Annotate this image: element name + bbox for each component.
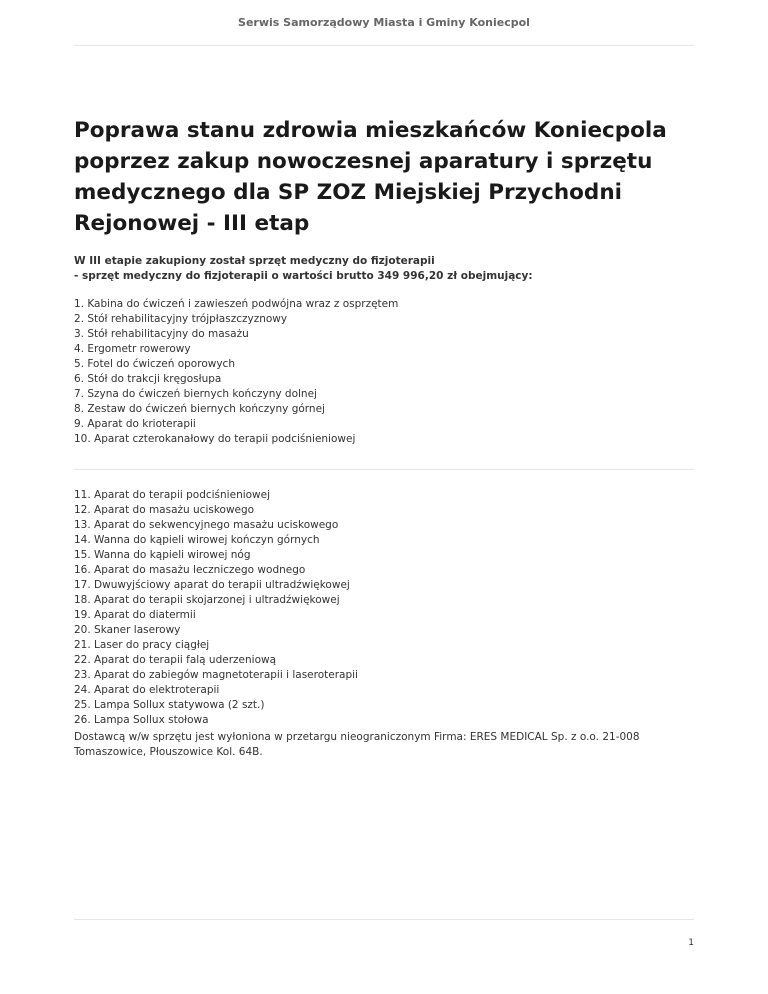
equipment-list-part-1 <box>74 297 694 447</box>
intro-line: - sprzęt medyczny do fizjoterapii o wartości brutto 349 996,20 zł obejmujący: <box>74 270 533 282</box>
page-title: Poprawa stanu zdrowia mieszkańców Koniecpola poprzez zakup nowoczesnej aparatury i sprzętu medycznego dla SP ZOZ Miejskiej Przychodni Rejonowej - III etap <box>74 118 667 236</box>
list-item: 2. Stół rehabilitacyjny trójpłaszczyznowy <box>74 313 288 325</box>
list-item: 11. Aparat do terapii podciśnieniowej <box>74 489 271 501</box>
list-item: 18. Aparat do terapii skojarzonej i ultradźwiękowej <box>74 594 340 606</box>
list-item: 23. Aparat do zabiegów magnetoterapii i laseroterapii <box>74 669 358 681</box>
list-item: 12. Aparat do masażu uciskowego <box>74 504 255 516</box>
page-number: 1 <box>688 938 694 948</box>
list-item: 19. Aparat do diatermii <box>74 609 196 621</box>
page-break-divider <box>74 469 694 470</box>
list-item: 21. Laser do pracy ciągłej <box>74 639 210 651</box>
header-divider <box>74 45 694 46</box>
footer-divider <box>74 919 694 920</box>
list-item: 1. Kabina do ćwiczeń i zawieszeń podwójna wraz z osprzętem <box>74 298 399 310</box>
equipment-list-part-2 <box>74 488 694 728</box>
list-item: 20. Skaner laserowy <box>74 624 181 636</box>
list-item: 13. Aparat do sekwencyjnego masażu uciskowego <box>74 519 339 531</box>
supplier-text: Dostawcą w/w sprzętu jest wyłoniona w przetargu nieograniczonym Firma: ERES MEDICAL Sp. z o.o. 21-008 Tomaszowice, Płouszowice Kol. 64B. <box>74 731 640 758</box>
list-item: 7. Szyna do ćwiczeń biernych kończyny dolnej <box>74 388 317 400</box>
intro-text <box>74 254 694 284</box>
list-item: 8. Zestaw do ćwiczeń biernych kończyny górnej <box>74 403 325 415</box>
list-item: 4. Ergometr rowerowy <box>74 343 191 355</box>
list-item: 15. Wanna do kąpieli wirowej nóg <box>74 549 251 561</box>
site-header: Serwis Samorządowy Miasta i Gminy Koniecpol <box>238 16 530 29</box>
list-item: 24. Aparat do elektroterapii <box>74 684 220 696</box>
list-item: 17. Dwuwyjściowy aparat do terapii ultradźwiękowej <box>74 579 350 591</box>
list-item: 10. Aparat czterokanałowy do terapii podciśnieniowej <box>74 433 356 445</box>
list-item: 6. Stół do trakcji kręgosłupa <box>74 373 222 385</box>
list-item: 16. Aparat do masażu leczniczego wodnego <box>74 564 306 576</box>
list-item: 26. Lampa Sollux stołowa <box>74 714 209 726</box>
intro-line: W III etapie zakupiony został sprzęt medyczny do fizjoterapii <box>74 255 435 267</box>
list-item: 5. Fotel do ćwiczeń oporowych <box>74 358 235 370</box>
list-item: 3. Stół rehabilitacyjny do masażu <box>74 328 249 340</box>
list-item: 14. Wanna do kąpieli wirowej kończyn górnych <box>74 534 320 546</box>
list-item: 9. Aparat do krioterapii <box>74 418 196 430</box>
list-item: 22. Aparat do terapii falą uderzeniową <box>74 654 277 666</box>
list-item: 25. Lampa Sollux statywowa (2 szt.) <box>74 699 265 711</box>
